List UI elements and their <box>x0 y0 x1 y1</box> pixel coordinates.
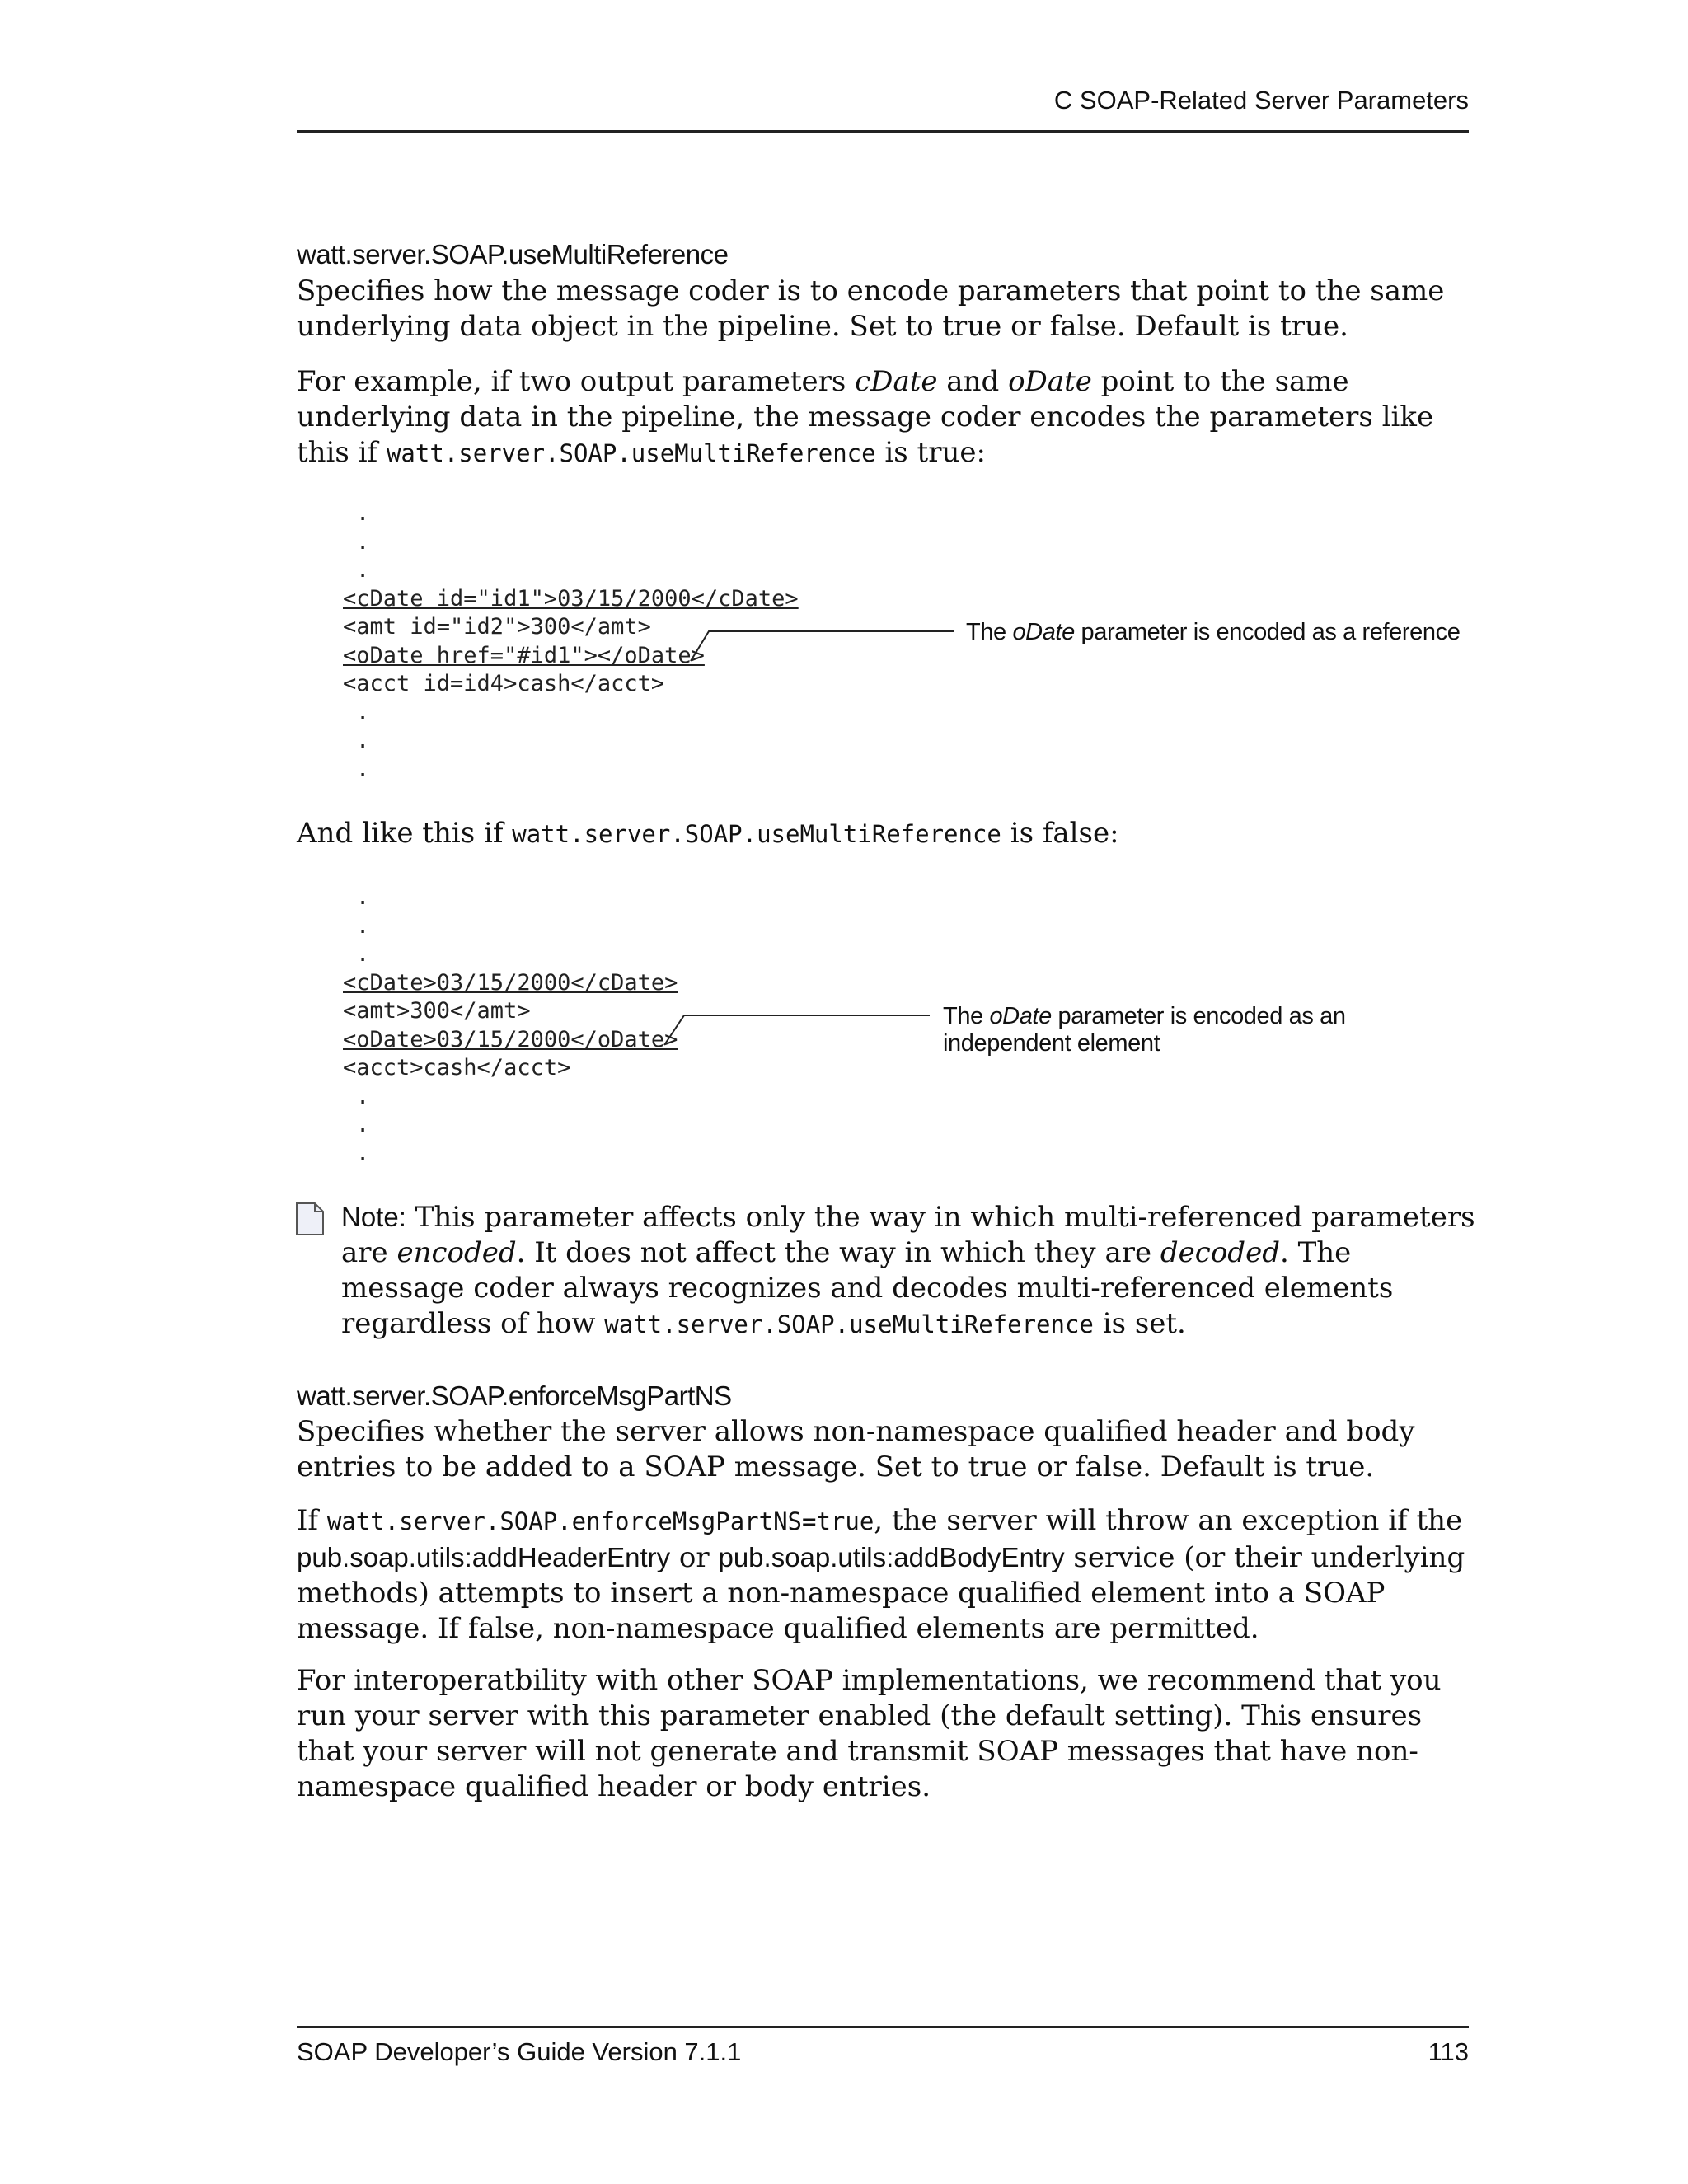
text-run: And like this if <box>297 817 513 850</box>
note-paragraph <box>341 1199 1479 1343</box>
ellipsis-dot: . <box>356 1083 370 1109</box>
text-run: service (or their underlying methods) attempts to insert a non-namespace qualified element into a SOAP message. If false, non-namespace qualified elements are permitted. <box>297 1541 1465 1645</box>
callout-line-2: independent element <box>943 1030 1160 1057</box>
footer-rule <box>297 2026 1469 2028</box>
callout-leader-line <box>684 623 964 664</box>
ellipsis-dot: . <box>356 1112 370 1137</box>
text-run: point to the same underlying data in the pipeline, the message coder encodes the parameters like this if <box>297 365 1434 469</box>
service-name: pub.soap.utils:addHeaderEntry <box>297 1542 671 1572</box>
code-line: <cDate>03/15/2000</cDate> <box>343 969 678 996</box>
inline-code: watt.server.SOAP.enforceMsgPartNS=true <box>326 1507 874 1535</box>
param-description: Specifies how the message coder is to encode parameters that point to the same underlying data object in the pipeline. Set to true or false. Default is true. <box>297 274 1445 343</box>
inline-code: watt.server.SOAP.useMultiReference <box>386 439 876 467</box>
code-line: <oDate href="#id1"></oDate> <box>343 642 705 668</box>
code-line: <acct>cash</acct> <box>343 1055 571 1080</box>
code-line: <amt id="id2">300</amt> <box>343 614 651 640</box>
callout-reference <box>966 619 1460 646</box>
text-run: or <box>670 1541 719 1574</box>
text-run: If <box>297 1504 327 1537</box>
code-line: <amt>300</amt> <box>343 998 531 1024</box>
ellipsis-dot: . <box>356 699 370 725</box>
example-intro-paragraph <box>297 364 1484 471</box>
inline-code: watt.server.SOAP.useMultiReference <box>512 820 1001 848</box>
footer-guide-title: SOAP Developer’s Guide Version 7.1.1 <box>297 2037 742 2066</box>
false-intro-paragraph <box>297 816 1484 852</box>
header-rule <box>297 130 1469 133</box>
recommendation-paragraph: For interoperatbility with other SOAP implementations, we recommend that you run your server with this parameter enabled (the default setting). This ensures that your server will not generate and transmit SOAP messages that have non-namespace qualified header or body entries. <box>297 1664 1442 1803</box>
service-name: pub.soap.utils:addBodyEntry <box>718 1542 1065 1572</box>
ellipsis-dot: . <box>356 756 370 782</box>
text-run: The <box>943 1003 990 1029</box>
ellipsis-dot: . <box>356 728 370 753</box>
ellipsis-dot: . <box>356 500 370 526</box>
ellipsis-dot: . <box>356 912 370 939</box>
ellipsis-dot: . <box>356 941 370 967</box>
code-sample-false <box>343 883 678 1168</box>
text-run: , the server will throw an exception if the <box>874 1504 1463 1537</box>
callout-param-name: oDate <box>1012 619 1075 645</box>
param-heading-use-multi-reference: watt.server.SOAP.useMultiReference <box>297 239 729 269</box>
param-detail-paragraph <box>297 1503 1484 1647</box>
emphasis: decoded <box>1160 1236 1280 1269</box>
code-line: <oDate>03/15/2000</oDate> <box>343 1026 678 1052</box>
text-run: The <box>966 619 1013 645</box>
text-run: is true: <box>875 436 986 469</box>
param-heading-enforce-msg-part-ns: watt.server.SOAP.enforceMsgPartNS <box>297 1380 732 1411</box>
running-header: C SOAP-Related Server Parameters <box>1053 86 1469 115</box>
ellipsis-dot: . <box>356 1140 370 1166</box>
text-run: and <box>937 365 1009 398</box>
callout-line-1 <box>943 1003 1346 1030</box>
inline-code: watt.server.SOAP.useMultiReference <box>604 1310 1094 1338</box>
text-run: This parameter affects only the way in which multi-referenced parameters are <box>341 1201 1475 1269</box>
text-run: is false: <box>1001 817 1119 850</box>
ellipsis-dot: . <box>356 884 370 910</box>
text-run: parameter is encoded as an <box>1051 1003 1346 1029</box>
text-run: . The message coder always recognizes and decodes multi-referenced elements regardless of how <box>341 1236 1394 1340</box>
text-run: is set. <box>1093 1307 1186 1340</box>
emphasis: encoded <box>396 1236 517 1269</box>
note-label: Note: <box>341 1202 406 1232</box>
note-icon <box>295 1202 325 1236</box>
param-name-cdate: cDate <box>855 365 938 398</box>
code-line: <acct id=id4>cash</acct> <box>343 671 665 696</box>
param-description: Specifies whether the server allows non-namespace qualified header and body entries to be added to a SOAP message. Set to true or false. Default is true. <box>297 1415 1415 1483</box>
callout-independent <box>943 1003 1346 1057</box>
code-line: <cDate id="id1">03/15/2000</cDate> <box>343 585 799 612</box>
page-number: 113 <box>1428 2037 1469 2066</box>
param-name-odate: oDate <box>1008 365 1092 398</box>
text-run: For example, if two output parameters <box>297 365 856 398</box>
text-run: parameter is encoded as a reference <box>1074 619 1461 645</box>
ellipsis-dot: . <box>356 528 370 555</box>
ellipsis-dot: . <box>356 557 370 583</box>
callout-leader-line <box>659 1007 940 1048</box>
callout-param-name: oDate <box>989 1003 1052 1029</box>
text-run: . It does not affect the way in which they are <box>516 1236 1160 1269</box>
